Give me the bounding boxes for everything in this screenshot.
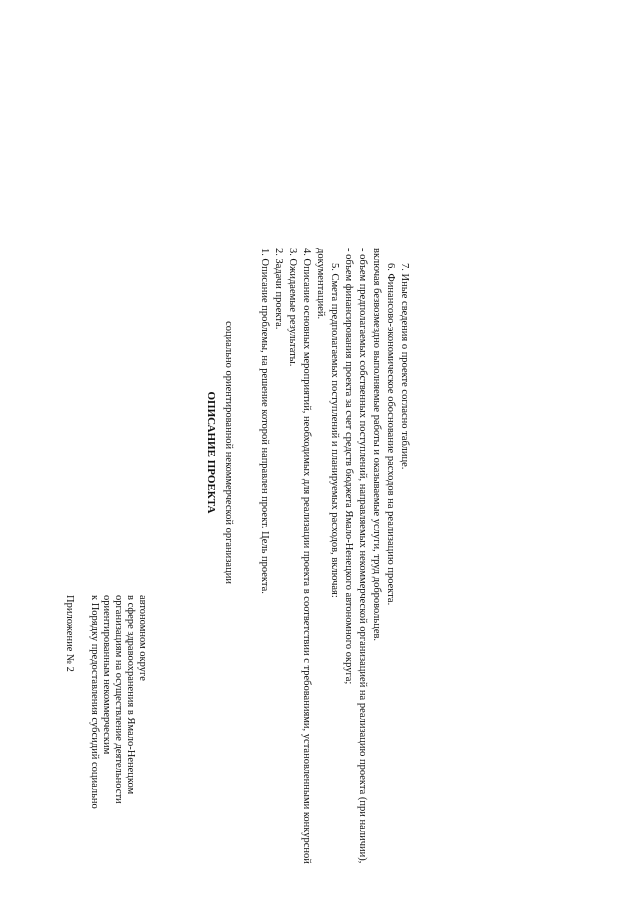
appendix-line: к Порядку предоставления субсидий социально bbox=[89, 595, 100, 809]
list-item: 5. Смета предполагаемых поступлений и планируемых расходов, включая: bbox=[329, 263, 340, 598]
appendix-line: в сфере здравоохранения в Ямало-Ненецком bbox=[125, 595, 136, 795]
document-title: ОПИСАНИЕ ПРОЕКТА bbox=[205, 391, 217, 514]
appendix-line: автономном округе bbox=[137, 595, 148, 681]
document-subtitle: социально ориентированной некоммерческой организации bbox=[223, 321, 234, 584]
list-item: документацией. bbox=[315, 248, 326, 320]
list-item: 3. Ожидаемые результаты. bbox=[287, 248, 298, 367]
list-item: 7. Иные сведения о проекте согласно таблице. bbox=[399, 263, 410, 470]
list-item: 4. Описание основных мероприятий, необходимых для реализации проекта в соответствии с требованиями, установленными конкурсной bbox=[301, 248, 312, 864]
list-item: 6. Финансово-экономическое обоснование расходов на реализацию проекта. bbox=[385, 263, 396, 606]
appendix-title: Приложение № 2 bbox=[64, 595, 75, 672]
appendix-line: ориентированным некоммерческим bbox=[101, 595, 112, 755]
list-item: 1. Описание проблемы, на решение которой направлен проект. Цель проекта. bbox=[259, 248, 270, 594]
list-item: - объем финансирования проекта за счет средств бюджета Ямало-Ненецкого автономного округа; bbox=[343, 248, 354, 685]
list-item: включая безвозмездно выполняемые работы и оказываемые услуги, труд добровольцев. bbox=[371, 248, 382, 642]
appendix-line: организациям на осуществление деятельности bbox=[113, 595, 124, 804]
list-item: 2. Задачи проекта. bbox=[273, 248, 284, 330]
list-item: - объем предполагаемых собственных поступлений, направляемых некоммерческой организацией на реализацию проекта (при наличии), bbox=[357, 248, 368, 864]
